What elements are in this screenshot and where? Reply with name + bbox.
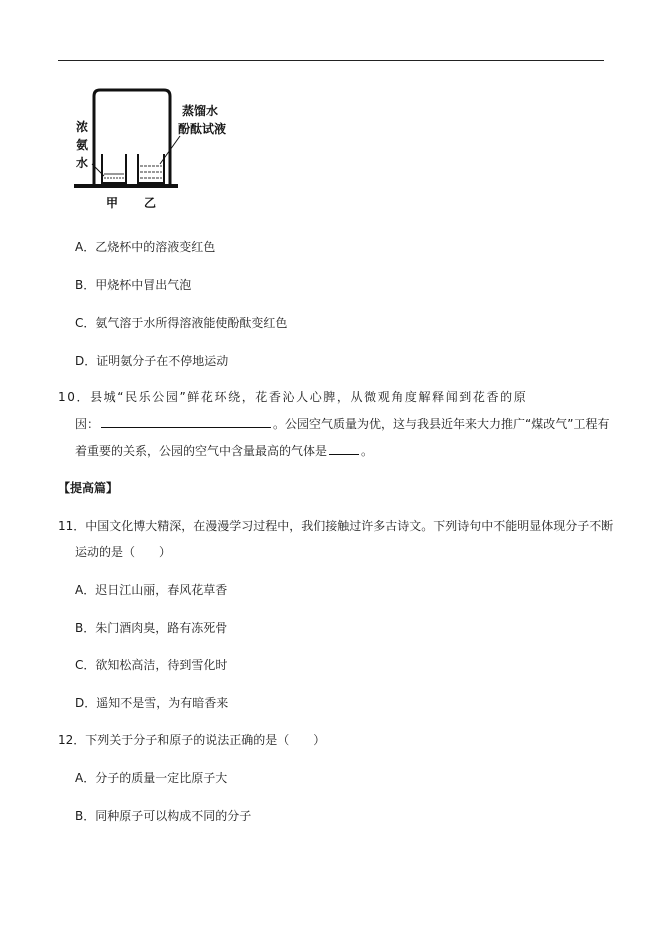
q10-line-1: 10．县城“民乐公园”鲜花环绕，花香沁人心脾，从微观角度解释闻到花香的原	[58, 390, 528, 404]
label-phenolphthalein: 酚酞试液	[178, 122, 227, 136]
section-title: 【提高篇】	[58, 481, 119, 495]
q11-option-c: C．欲知松高洁，待到雪化时	[75, 658, 228, 672]
q11-line-2: 运动的是（ ）	[75, 545, 172, 559]
q12-option-a: A．分子的质量一定比原子大	[75, 771, 228, 785]
q12-option-b: B．同种原子可以构成不同的分子	[75, 809, 252, 823]
q11-line-1: 11．中国文化博大精深，在漫漫学习过程中，我们接触过许多古诗文。下列诗句中不能明显体现分子不断	[58, 519, 614, 533]
bell-jar-diagram	[70, 86, 270, 216]
q10-line-3	[75, 442, 373, 459]
q10-blank-1	[101, 415, 271, 428]
q9-option-c: C．氨气溶于水所得溶液能使酚酞变红色	[75, 316, 288, 330]
label-ammonia-1: 浓	[76, 120, 89, 134]
header-rule	[58, 60, 604, 61]
label-beaker-yi: 乙	[144, 196, 157, 210]
q10-line-2-start: 因：	[75, 417, 100, 431]
label-ammonia-3: 水	[76, 156, 89, 170]
q9-option-a: A．乙烧杯中的溶液变红色	[75, 240, 216, 254]
q11-option-b: B．朱门酒肉臭，路有冻死骨	[75, 621, 228, 635]
q9-option-b: B．甲烧杯中冒出气泡	[75, 278, 192, 292]
q11-option-d: D．遥知不是雪，为有暗香来	[75, 696, 229, 710]
q10-blank-2	[329, 442, 359, 455]
q10-line-3-start: 着重要的关系，公园的空气中含量最高的气体是	[75, 444, 328, 458]
q11-option-a: A．迟日江山丽，春风花草香	[75, 583, 228, 597]
label-ammonia-2: 氨	[76, 138, 89, 152]
label-beaker-jia: 甲	[106, 196, 119, 210]
q10-line-3-end: 。	[361, 444, 374, 458]
label-distilled-water: 蒸馏水	[182, 104, 219, 118]
q12-stem: 12．下列关于分子和原子的说法正确的是（ ）	[58, 733, 326, 747]
q10-line-2	[75, 415, 609, 432]
experiment-figure	[70, 86, 270, 216]
q9-option-d: D．证明氨分子在不停地运动	[75, 354, 229, 368]
q10-line-2-end: 。公园空气质量为优，这与我县近年来大力推广“煤改气”工程有	[273, 417, 610, 431]
